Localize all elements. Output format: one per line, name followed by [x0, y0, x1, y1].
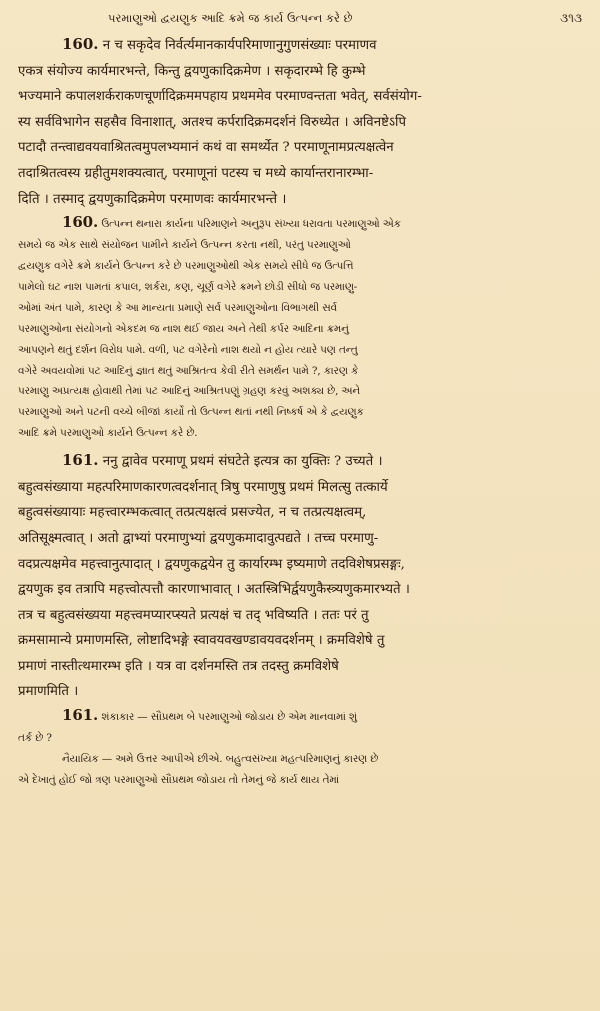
- text-line: દ્વયણુક વગેરે ક્રમે કાર્યને ઉત્પન્ન કરે છે પરમાણુઓથી એક સમયે સીધે જ ઉત્પત્તિ: [18, 259, 354, 272]
- page-header: [18, 8, 586, 32]
- section-number: 160.: [62, 213, 99, 232]
- section-number: 160.: [62, 35, 99, 53]
- sanskrit-paragraph-161: [18, 448, 586, 705]
- text-line: 161. શંકાકાર — સૌપ્રથમ બે પરમાણુઓ જોડાય છે એમ માનવામાં શું: [62, 706, 357, 725]
- text-line: पटादौ तन्त्वाद्यवयवाश्रितत्वमुपलभ्यमानं कथं वा समर्थ्येत ? परमाणूनामप्रत्यक्षत्वेन: [18, 140, 394, 156]
- text-line: આપણને થતું દર્શન વિરોધ પામે. વળી, પટ વગેરેનો નાશ થયો ન હોય ત્યારે પણ તન્તુ: [18, 343, 358, 356]
- text-line: 160. न च सकृदेव निर्वर्त्यमानकार्यपरिमाणानुगुणसंख्याः परमाणव: [62, 35, 377, 53]
- text-line: क्रमसामान्ये प्रमाणमस्ति, लोष्टादिभङ्गे स्वावयवखण्डावयवदर्शनम् । क्रमविशेषे तु: [18, 633, 385, 649]
- text-line: स्य सर्वविभागेन सहसैव विनाशात्, अतश्च कर्परादिक्रमदर्शनं विरुध्येत । अविनष्टेऽपि: [18, 114, 407, 130]
- running-title: પરમાણુઓ દ્વયણુક આદિ ક્રમે જ કાર્ય ઉત્પન્ન કરે છે: [108, 11, 353, 25]
- text-line: 160. ઉત્પન્ન થનારા કાર્યના પરિમાણને અનુરૂપ સંખ્યા ધરાવતા પરમાણુઓ એક: [62, 213, 401, 232]
- sanskrit-paragraph-160: [18, 32, 586, 212]
- text-line: द्वयणुक इव तत्रापि महत्त्वोत्पत्तौ कारणाभावात् । अतस्त्रिभिर्द्वयणुकैस्त्र्यणुकमारभ्यते ।: [18, 582, 410, 598]
- text-line: પરમાણુ અપ્રત્યક્ષ હોવાથી તેમાં પટ આદિનું આશ્રિતપણું ગ્રહણ કરવું અશક્ય છે, અને: [18, 385, 360, 398]
- gujarati-paragraph-161: [18, 705, 586, 791]
- text-line: भज्यमाने कपालशर्कराकणचूर्णादिक्रममपहाय प्रथममेव परमाण्वन्तता भवेत्, सर्वसंयोग-: [18, 89, 422, 105]
- text-line: अतिसूक्ष्मत्वात् । अतो द्वाभ्यां परमाणुभ्यां द्वयणुकमादावुत्पद्यते । तच्च परमाणु-: [18, 530, 379, 546]
- text-line: तत्र च बहुत्वसंख्यया महत्त्वमप्यारप्स्यते प्रत्यक्षं च तद् भविष्यति । ततः परं तु: [18, 607, 369, 623]
- text-line: એ દેખાતું હોઈ જો ત્રણ પરમાણુઓ સૌપ્રથમ જોડાય તો તેમનું જે કાર્ય થાય તેમાં: [18, 773, 340, 786]
- text-line: વગેરે અવયવોમાં પટ આદિનું જ્ઞાત થતું આશ્રિતત્વ કેવી રીતે સમર્થન પામે ?, કારણ કે: [18, 364, 359, 377]
- text-line: दिति । तस्माद् द्वयणुकादिक्रमेण परमाणवः कार्यमारभन्ते ।: [18, 191, 287, 207]
- text-line: 161. ननु द्वावेव परमाणू प्रथमं संघटेते इत्यत्र का युक्तिः ? उच्यते ।: [62, 451, 383, 470]
- text-line: તર્ક છે ?: [18, 731, 52, 744]
- section-number: 161.: [62, 451, 99, 470]
- text-line: પામેલો ઘટ નાશ પામતાં કપાલ, શર્કરા, કણ, ચૂર્ણ વગેરે ક્રમને છોડી સીધો જ પરમાણુ-: [18, 280, 358, 293]
- text-line: बहुत्वसंख्यायाः महत्त्वारम्भकत्वात् तत्प्रत्यक्षत्वं प्रसज्येत, न च तत्प्रत्यक्षत्वम्,: [18, 505, 367, 521]
- page-number: ૩૧૩: [560, 11, 582, 25]
- text-line: આદિ ક્રમે પરમાણુઓ કાર્યને ઉત્પન્ન કરે છે.: [18, 427, 198, 440]
- gujarati-paragraph-160: [18, 212, 586, 444]
- text-line: નૈયાયિક — અમે ઉત્તર આપીએ છીએ. બહુત્વસંખ્યા મહત્પરિમાણનું કારણ છે: [62, 752, 379, 765]
- text-line: प्रमाणं नास्तीत्थमारम्भ इति । यत्र वा दर्शनमस्ति तत्र तदस्तु क्रमविशेषे: [18, 658, 339, 674]
- text-line: प्रमाणमिति ।: [18, 684, 79, 700]
- text-line: तदाश्रितत्वस्य ग्रहीतुमशक्यत्वात्, परमाणूनां पटस्य च मध्ये कार्यान्तरानारम्भा-: [18, 165, 374, 181]
- text-line: સમયે જ એક સાથે સંયોજન પામીને કાર્યને ઉત્પન્ન કરતા નથી, પરંતુ પરમાણુઓ: [18, 239, 351, 252]
- text-line: પરમાણુઓના સંયોગનો એકદમ જ નાશ થઈ જાય અને તેથી કર્પર આદિના ક્રમનું: [18, 322, 349, 335]
- text-line: પરમાણુઓ અને પટની વચ્ચે બીજાં કાર્યો તો ઉત્પન્ન થતાં નથી નિષ્કર્ષ એ કે દ્વયણુક: [18, 406, 364, 419]
- text-line: बहुत्वसंख्याया महत्परिमाणकारणत्वदर्शनात् त्रिषु परमाणुषु प्रथमं मिलत्सु तत्कार्ये: [18, 479, 388, 495]
- text-line: ઓમાં અંત પામે, કારણ કે આ માન્યતા પ્રમાણે સર્વ પરમાણુઓના વિભાગથી સર્વ: [18, 301, 337, 314]
- text-line: एकत्र संयोज्य कार्यमारभन्ते, किन्तु द्वयणुकादिक्रमेण । सकृदारम्भे हि कुम्भे: [18, 63, 366, 79]
- text-line: वदप्रत्यक्षमेव महत्त्वानुत्पादात् । द्वयणुकद्वयेन तु कार्यारम्भ इष्यमाणे तदविशेषप्रसङ्गः,: [18, 556, 405, 572]
- section-number: 161.: [62, 706, 99, 725]
